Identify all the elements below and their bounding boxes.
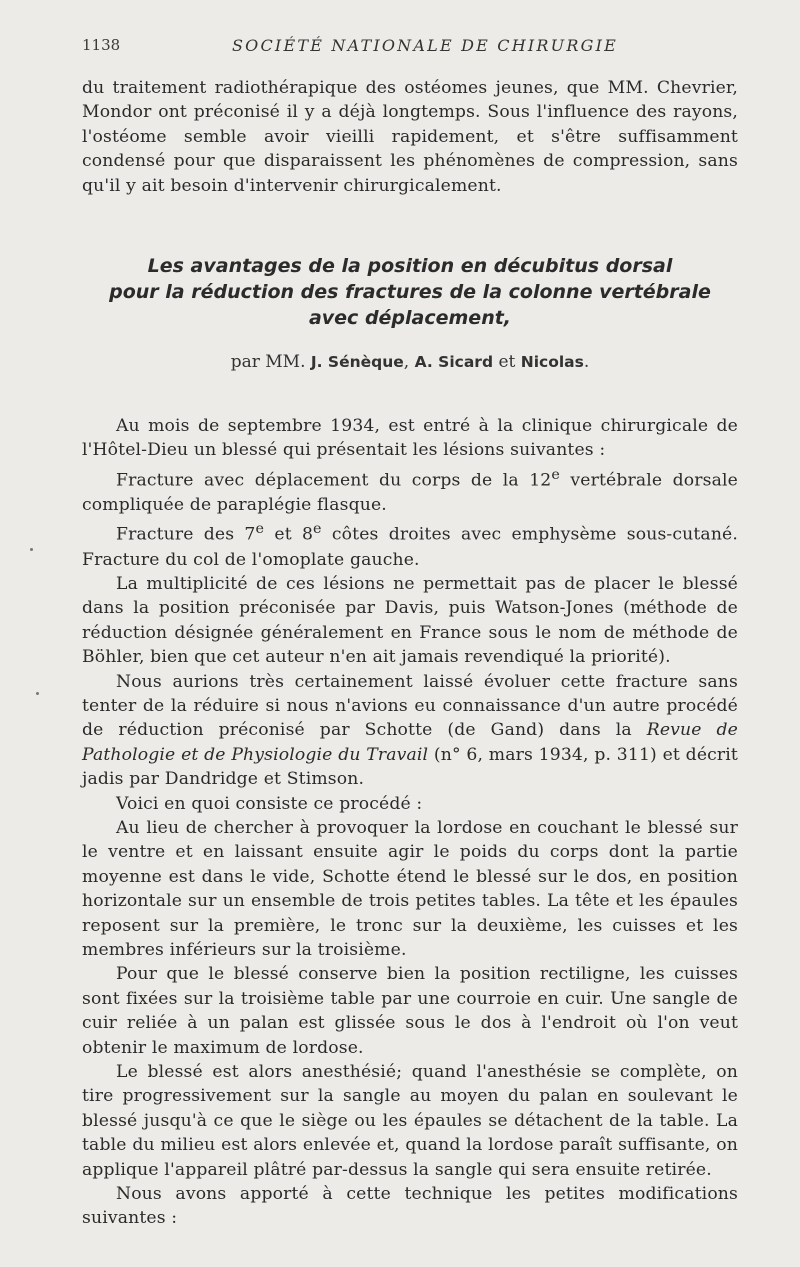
article-body [82, 414, 738, 1231]
paragraph-text: côtes droites avec emphysème sous-cutané. Fracture du col de l'omoplate gauche. [82, 525, 738, 570]
paragraph-text: Fracture avec déplacement du corps de la 12 [116, 470, 552, 491]
superscript: e [313, 521, 322, 538]
intro-paragraph-block [82, 76, 738, 198]
margin-speck [30, 548, 33, 551]
body-paragraph: Au lieu de chercher à provoquer la lordose en couchant le blessé sur le ventre et en laissant ensuite agir le poids du corps dont la partie moyenne est dans le vide, Schotte étend le blessé sur le dos, en position horizontale sur un ensemble de trois petites tables. La tête et les épaules reposent sur la première, le tronc sur la deuxième, les cuisses et les membres inférieurs sur la troisième. [82, 817, 738, 960]
paragraph-text: Nous aurions très certainement laissé évoluer cette fracture sans tenter de la réduire si nous n'avions eu connaissance d'un autre procédé de réduction préconisé par Schotte (de Gand) dans la [82, 671, 738, 741]
body-paragraph: Le blessé est alors anesthésié; quand l'anesthésie se complète, on tire progressivement sur la sangle au moyen du palan en soulevant le blessé jusqu'à ce que le siège ou les épaules se détachent de la table. La table du milieu est alors enlevée et, quand la lordose paraît suffisante, on applique l'appareil plâtré par-dessus la sangle qui sera ensuite retirée. [82, 1062, 738, 1180]
body-paragraph: Nous avons apporté à cette technique les petites modifications suivantes : [82, 1184, 738, 1229]
paragraph-text: Fracture des 7 [116, 525, 256, 546]
author-suffix: . [583, 352, 590, 372]
intro-paragraph: du traitement radiothérapique des ostéomes jeunes, que MM. Chevrier, Mondor ont préconisé il y a déjà longtemps. Sous l'influence des rayons, l'ostéome semble avoir vieilli rapidement, et s'être suffisamment condensé pour que disparaissent les phénomènes de compression, sans qu'il y ait besoin d'intervenir chirurgicalement. [82, 78, 738, 196]
running-head: SOCIÉTÉ NATIONALE DE CHIRURGIE [232, 36, 618, 55]
author-name: J. Sénèque [310, 353, 404, 371]
author-separator: , [403, 352, 415, 372]
paragraph-text: (n° 6, mars 1934, p. 311) et décrit jadis par Dandridge et Stimson. [82, 744, 738, 790]
body-paragraph: Pour que le blessé conserve bien la position rectiligne, les cuisses sont fixées sur la troisième table par une courroie en cuir. Une sangle de cuir reliée à un palan est glissée sous le dos à l'endroit où l'on veut obtenir le maximum de lordose. [82, 964, 738, 1058]
author-name: Nicolas [520, 353, 584, 371]
body-paragraph: La multiplicité de ces lésions ne permettait pas de placer le blessé dans la position préconisée par Davis, puis Watson-Jones (méthode de réduction désignée généralement en France sous le nom de méthode de Böhler, bien que cet auteur n'en ait jamais revendiqué la priorité). [82, 573, 738, 668]
superscript: e [255, 521, 265, 538]
body-paragraph: Au mois de septembre 1934, est entré à la clinique chirurgicale de l'Hôtel-Dieu un blessé qui présentait les lésions suivantes : [82, 416, 738, 461]
superscript: e [551, 466, 561, 483]
body-paragraph [82, 463, 738, 518]
page-header [82, 36, 738, 60]
author-name: A. Sicard [414, 353, 494, 371]
page-number: 1138 [82, 36, 121, 54]
article-title-line: Les avantages de la position en décubitus dorsal [147, 255, 673, 277]
paragraph-text: et 8 [264, 525, 314, 546]
body-paragraph [82, 517, 738, 572]
article-title-line: avec déplacement, [308, 307, 512, 329]
author-prefix: par MM. [230, 352, 311, 372]
author-line [82, 352, 738, 372]
author-separator: et [493, 352, 521, 372]
body-paragraph [82, 670, 738, 792]
journal-title: Revue de Pathologie et de Physiologie du Travail [82, 720, 738, 765]
margin-speck [36, 692, 39, 695]
paragraph-text: vertébrale dorsale compliquée de paraplégie flasque. [82, 470, 738, 515]
article-title-line: pour la réduction des fractures de la colonne vertébrale [109, 281, 711, 303]
body-paragraph: Voici en quoi consiste ce procédé : [116, 793, 423, 814]
article-title [82, 253, 738, 331]
